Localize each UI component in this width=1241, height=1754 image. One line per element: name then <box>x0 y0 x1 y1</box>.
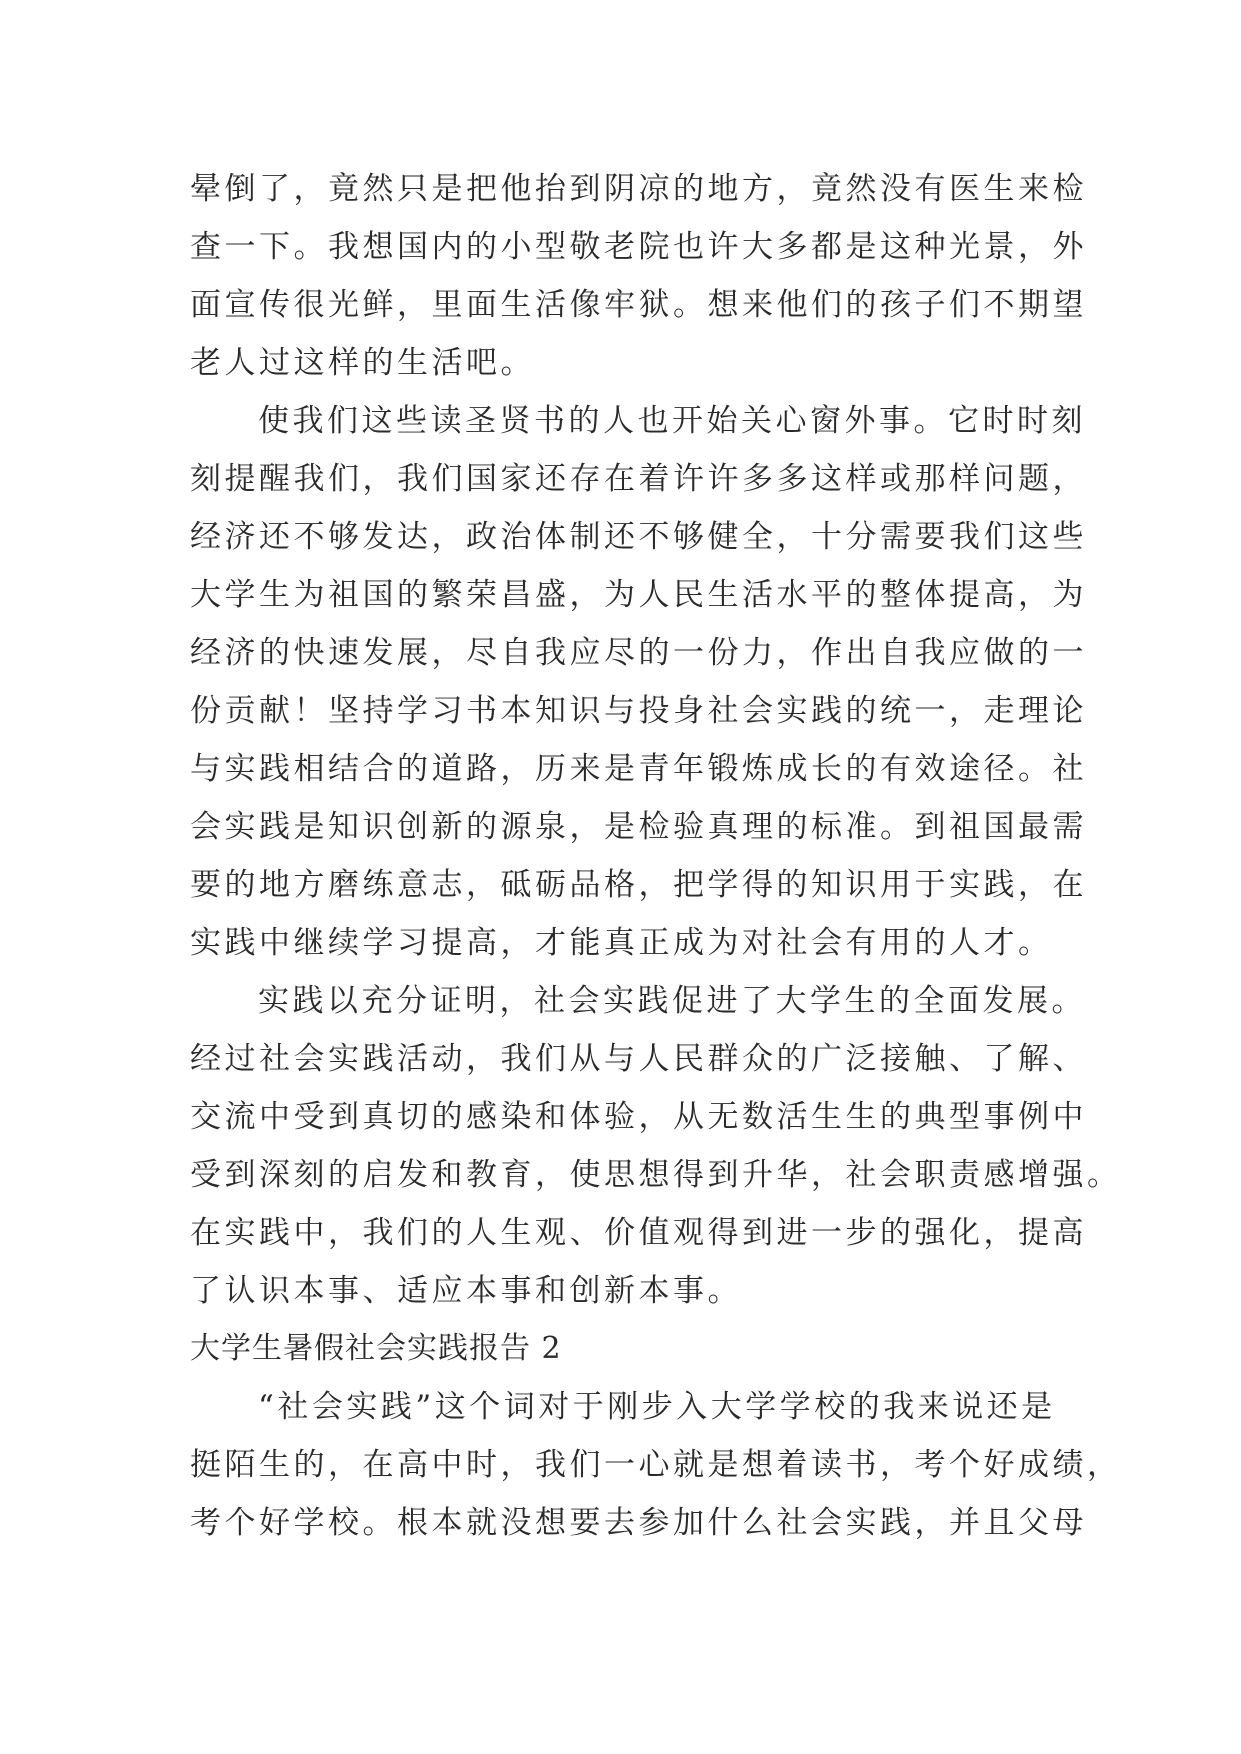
text-line-first: 实践以充分证明，社会实践促进了大学生的全面发展。 <box>258 983 1086 1019</box>
text-line: 份贡献！坚持学习书本知识与投身社会实践的统一，走理论 <box>190 693 1087 729</box>
text-line-first: 使我们这些读圣贤书的人也开始关心窗外事。它时时刻 <box>258 403 1086 439</box>
text-line: 实践中继续学习提高，才能真正成为对社会有用的人才。 <box>190 925 1053 961</box>
text-line: 经过社会实践活动，我们从与人民群众的广泛接触、了解、 <box>190 1041 1087 1077</box>
text-line: 了认识本事、适应本事和创新本事。 <box>190 1273 742 1309</box>
text-line: 大学生为祖国的繁荣昌盛，为人民生活水平的整体提高，为 <box>190 577 1087 613</box>
text-line: 与实践相结合的道路，历来是青年锻炼成长的有效途径。社 <box>190 751 1087 787</box>
text-line: 查一下。我想国内的小型敬老院也许大多都是这种光景，外 <box>190 229 1087 265</box>
text-line: 经济还不够发达，政治体制还不够健全，十分需要我们这些 <box>190 519 1087 555</box>
text-line: 会实践是知识创新的源泉，是检验真理的标准。到祖国最需 <box>190 809 1087 845</box>
text-line-first: “社会实践”这个词对于刚步入大学学校的我来说还是 <box>258 1389 1056 1425</box>
text-line: 晕倒了，竟然只是把他抬到阴凉的地方，竟然没有医生来检 <box>190 171 1087 207</box>
text-line: 老人过这样的生活吧。 <box>190 345 535 381</box>
text-line: 经济的快速发展，尽自我应尽的一份力，作出自我应做的一 <box>190 635 1087 671</box>
paragraph-social-concern <box>190 392 1087 972</box>
text-line: 面宣传很光鲜，里面生活像牢狱。想来他们的孩子们不期望 <box>190 287 1087 323</box>
text-line: 挺陌生的，在高中时，我们一心就是想着读书，考个好成绩， <box>190 1447 1122 1483</box>
paragraph-practice-proves <box>190 972 1122 1320</box>
text-line: 在实践中，我们的人生观、价值观得到进一步的强化，提高 <box>190 1215 1087 1251</box>
document-body <box>190 160 1122 1552</box>
paragraph-continuation <box>190 160 1087 392</box>
text-line: 考个好学校。根本就没想要去参加什么社会实践，并且父母 <box>190 1505 1087 1541</box>
text-line: 要的地方磨练意志，砥砺品格，把学得的知识用于实践，在 <box>190 867 1087 903</box>
section-heading <box>190 1320 1050 1378</box>
section-heading-text: 大学生暑假社会实践报告 2 <box>190 1331 562 1366</box>
text-line: 刻提醒我们，我们国家还存在着许许多多这样或那样问题， <box>190 461 1087 497</box>
text-line: 受到深刻的启发和教育，使思想得到升华，社会职责感增强。 <box>190 1157 1122 1193</box>
text-line: 交流中受到真切的感染和体验，从无数活生生的典型事例中 <box>190 1099 1087 1135</box>
paragraph-report-intro <box>190 1378 1122 1552</box>
